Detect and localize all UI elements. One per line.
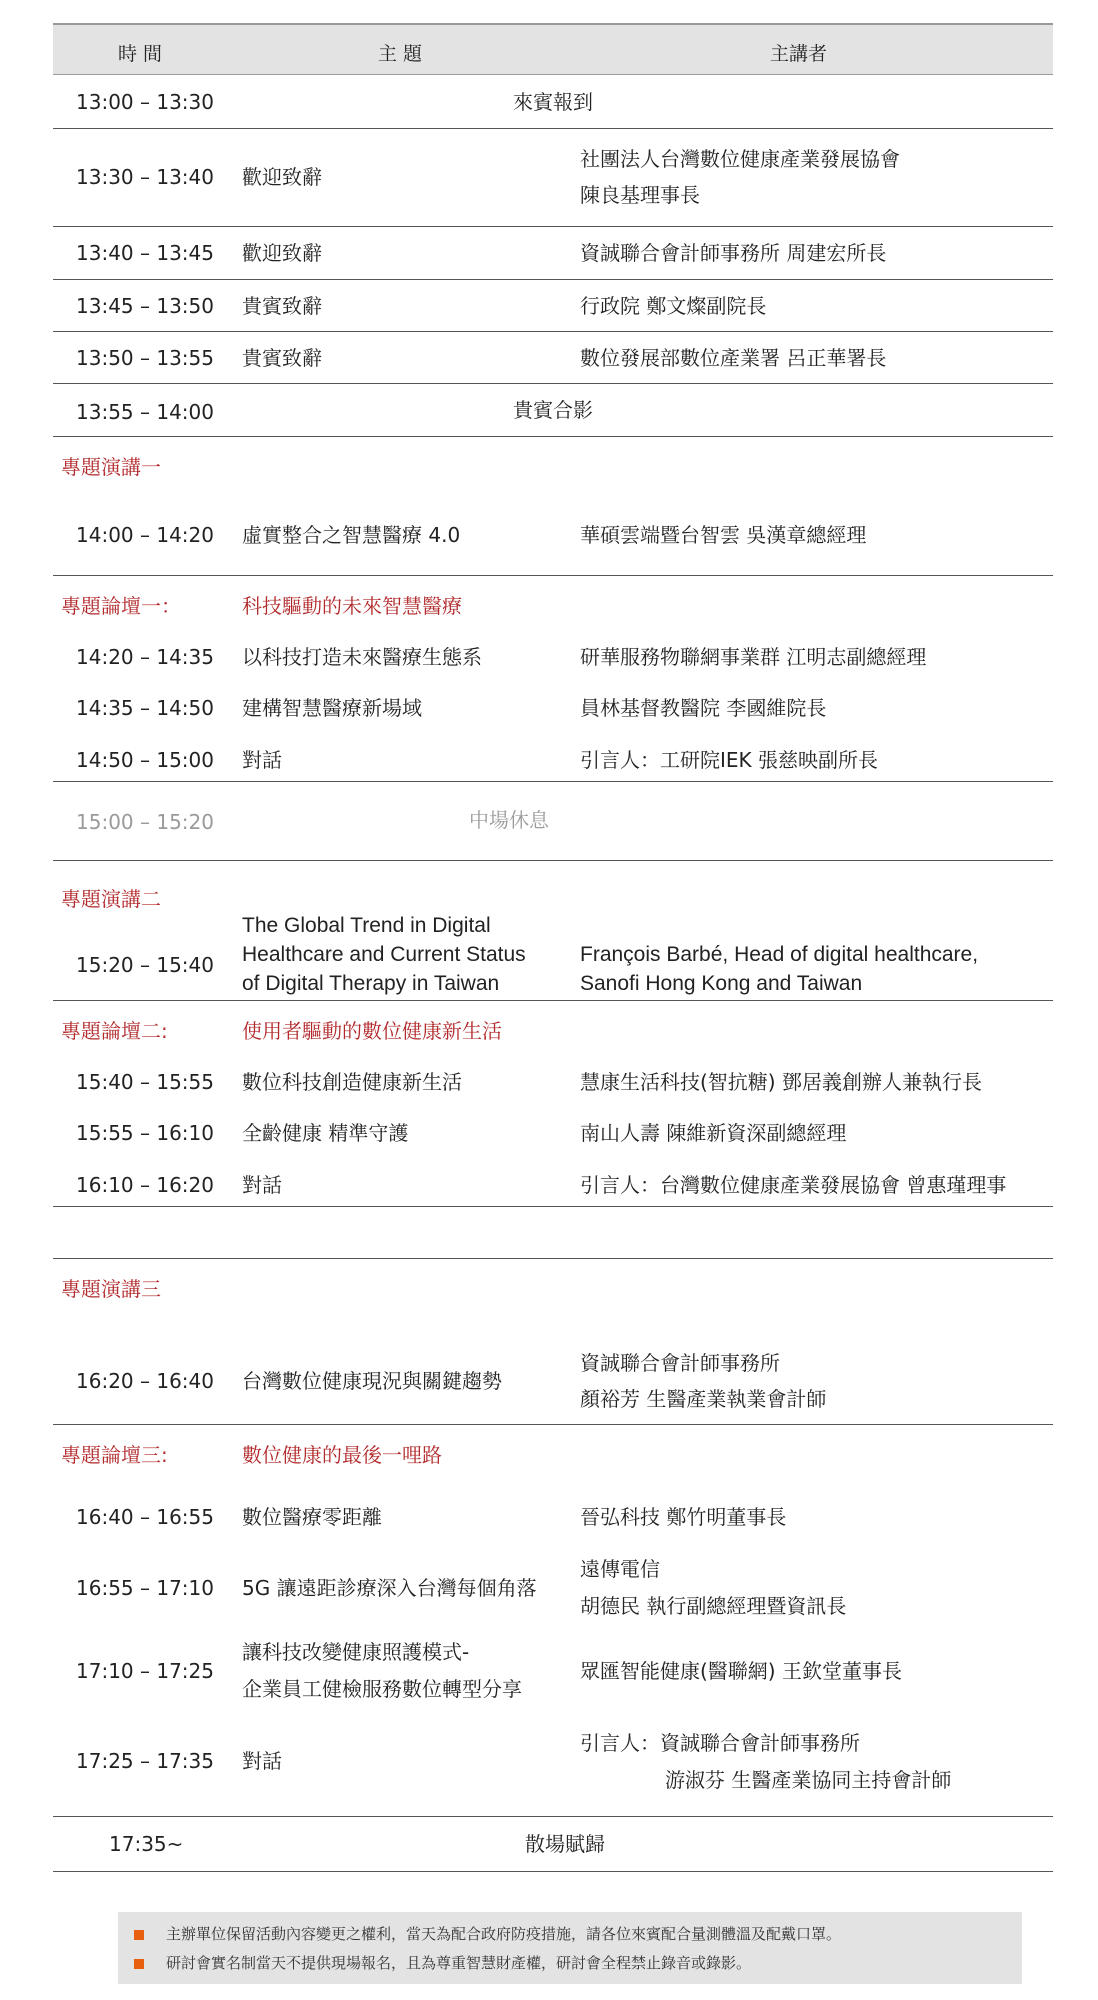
row-time: 13:55 – 14:00	[76, 400, 214, 424]
row-time: 13:00 – 13:30	[76, 90, 214, 114]
row-speaker: 晉弘科技 鄭竹明董事長	[580, 1505, 787, 1529]
section-block	[53, 1259, 1053, 1425]
section-label: 專題論壇三:	[61, 1443, 168, 1467]
row-topic: 貴賓致辭	[242, 346, 322, 370]
header-time: 時 間	[118, 43, 163, 65]
agenda-row	[53, 1817, 1053, 1872]
header-topic: 主 題	[378, 43, 423, 65]
row-time: 15:40 – 15:55	[76, 1070, 214, 1094]
row-time: 17:25 – 17:35	[76, 1749, 214, 1773]
row-time: 14:35 – 14:50	[76, 696, 214, 720]
row-speaker: 顏裕芳 生醫產業執業會計師	[580, 1387, 827, 1411]
row-time: 17:35~	[109, 1832, 184, 1856]
row-time: 14:20 – 14:35	[76, 645, 214, 669]
agenda-row	[53, 129, 1053, 227]
section-block	[53, 1001, 1053, 1207]
section-label: 專題演講二	[61, 887, 161, 911]
spacer-row	[53, 1207, 1053, 1259]
row-speaker: 游淑芬 生醫產業協同主持會計師	[665, 1768, 952, 1792]
row-speaker: 引言人：資誠聯合會計師事務所	[580, 1731, 860, 1755]
agenda-row	[53, 280, 1053, 332]
row-topic: 對話	[242, 1173, 282, 1197]
row-time: 15:55 – 16:10	[76, 1121, 214, 1145]
section-label: 專題論壇二:	[61, 1019, 168, 1043]
break-row	[53, 782, 1053, 861]
row-speaker: 眾匯智能健康(醫聯網) 王欽堂董事長	[580, 1659, 902, 1683]
section-label: 專題論壇一：	[61, 594, 181, 618]
row-event: 貴賓合影	[513, 398, 593, 422]
row-time: 16:20 – 16:40	[76, 1369, 214, 1393]
note-text: 研討會實名制當天不提供現場報名，且為尊重智慧財產權，研討會全程禁止錄音或錄影。	[166, 1954, 752, 1972]
section-label: 專題演講三	[61, 1277, 161, 1301]
section-block	[53, 1425, 1053, 1817]
square-bullet-icon	[134, 1959, 144, 1969]
note-item	[134, 1923, 841, 1944]
row-topic: 建構智慧醫療新場域	[242, 696, 422, 720]
note-text: 主辦單位保留活動內容變更之權利，當天為配合政府防疫措施，請各位來賓配合量測體溫及配戴口罩。	[166, 1925, 842, 1943]
header-speaker: 主講者	[770, 43, 828, 65]
row-topic: Healthcare and Current Status	[242, 943, 526, 966]
section-block	[53, 437, 1053, 576]
agenda-row	[53, 76, 1053, 129]
row-time: 13:45 – 13:50	[76, 294, 214, 318]
row-speaker: Sanofi Hong Kong and Taiwan	[580, 972, 863, 995]
row-topic: 台灣數位健康現況與關鍵趨勢	[242, 1369, 502, 1393]
agenda-row	[53, 384, 1053, 437]
row-event: 散場賦歸	[525, 1832, 605, 1856]
row-speaker: 慧康生活科技(智抗糖) 鄧居義創辦人兼執行長	[580, 1070, 982, 1094]
note-item	[134, 1952, 751, 1973]
row-speaker: 引言人：台灣數位健康產業發展協會 曾惠瑾理事	[580, 1173, 1007, 1197]
row-topic: 以科技打造未來醫療生態系	[242, 645, 482, 669]
row-topic: of Digital Therapy in Taiwan	[242, 972, 500, 995]
row-speaker: 遠傳電信	[580, 1557, 660, 1581]
row-speaker: François Barbé, Head of digital healthcare,	[580, 943, 979, 966]
notes-box	[118, 1912, 1022, 1984]
row-event: 來賓報到	[513, 90, 593, 114]
row-time: 15:20 – 15:40	[76, 953, 214, 977]
row-time: 16:10 – 16:20	[76, 1173, 214, 1197]
row-topic: The Global Trend in Digital	[242, 914, 491, 937]
row-topic: 貴賓致辭	[242, 294, 322, 318]
section-label: 專題演講一	[61, 455, 161, 479]
section-title: 使用者驅動的數位健康新生活	[242, 1019, 502, 1043]
row-speaker: 行政院 鄭文燦副院長	[580, 294, 767, 318]
row-topic: 企業員工健檢服務數位轉型分享	[242, 1677, 522, 1701]
row-topic: 歡迎致辭	[242, 165, 322, 189]
row-topic: 全齡健康 精準守護	[242, 1121, 409, 1145]
row-topic: 對話	[242, 1749, 282, 1773]
section-title: 數位健康的最後一哩路	[242, 1443, 442, 1467]
row-time: 14:50 – 15:00	[76, 748, 214, 772]
row-speaker: 陳良基理事長	[580, 183, 700, 207]
row-speaker: 資誠聯合會計師事務所 周建宏所長	[580, 241, 887, 265]
row-time: 17:10 – 17:25	[76, 1659, 214, 1683]
section-block	[53, 576, 1053, 782]
row-topic: 5G 讓遠距診療深入台灣每個角落	[242, 1576, 537, 1600]
row-topic: 歡迎致辭	[242, 241, 322, 265]
row-topic: 數位醫療零距離	[242, 1505, 382, 1529]
row-time: 15:00 – 15:20	[76, 810, 214, 834]
square-bullet-icon	[134, 1930, 144, 1940]
section-block	[53, 861, 1053, 1001]
row-speaker: 引言人：工研院IEK 張慈映副所長	[580, 748, 879, 772]
row-time: 13:50 – 13:55	[76, 346, 214, 370]
row-speaker: 華碩雲端暨台智雲 吳漢章總經理	[580, 523, 867, 547]
row-speaker: 南山人壽 陳維新資深副總經理	[580, 1121, 847, 1145]
row-time: 16:40 – 16:55	[76, 1505, 214, 1529]
row-speaker: 研華服務物聯網事業群 江明志副總經理	[580, 645, 927, 669]
row-topic: 虛實整合之智慧醫療 4.0	[242, 523, 461, 547]
row-time: 13:30 – 13:40	[76, 165, 214, 189]
row-topic: 讓科技改變健康照護模式-	[242, 1640, 470, 1664]
row-speaker: 胡德民 執行副總經理暨資訊長	[580, 1594, 847, 1618]
row-time: 13:40 – 13:45	[76, 241, 214, 265]
table-header	[53, 23, 1053, 75]
row-topic: 數位科技創造健康新生活	[242, 1070, 462, 1094]
row-topic: 對話	[242, 748, 282, 772]
row-speaker: 社團法人台灣數位健康產業發展協會	[580, 147, 900, 171]
row-speaker: 數位發展部數位產業署 呂正華署長	[580, 346, 887, 370]
row-event: 中場休息	[469, 808, 549, 832]
row-speaker: 員林基督教醫院 李國維院長	[580, 696, 827, 720]
agenda-row	[53, 332, 1053, 384]
section-title: 科技驅動的未來智慧醫療	[242, 594, 462, 618]
row-time: 14:00 – 14:20	[76, 523, 214, 547]
agenda-row	[53, 227, 1053, 280]
row-time: 16:55 – 17:10	[76, 1576, 214, 1600]
row-speaker: 資誠聯合會計師事務所	[580, 1351, 780, 1375]
